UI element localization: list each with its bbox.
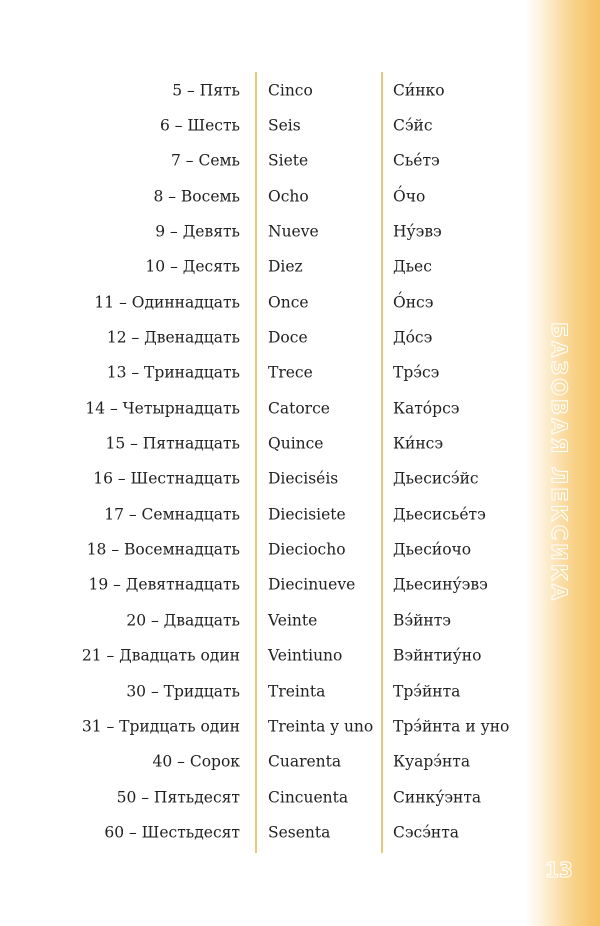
spanish-word: Diecisiete <box>268 505 346 524</box>
russian-number-label: 12 – Двенадцать <box>106 328 240 347</box>
spanish-word: Treinta y uno <box>268 717 374 736</box>
spanish-word: Veinte <box>268 611 318 630</box>
spanish-word: Sesenta <box>268 823 331 842</box>
russian-number-label: 18 – Восемнадцать <box>86 540 240 559</box>
spanish-word: Dieciocho <box>268 540 346 559</box>
russian-number-label: 5 – Пять <box>172 80 240 99</box>
spanish-word: Ocho <box>268 186 309 205</box>
russian-number-label: 20 – Двадцать <box>126 611 240 630</box>
pronunciation-guide: Сье́тэ <box>393 151 440 170</box>
russian-number-label: 14 – Четырнадцать <box>85 399 240 418</box>
russian-number-label: 7 – Семь <box>171 151 240 170</box>
spanish-word: Doce <box>268 328 308 347</box>
page-number: 13 <box>545 858 573 882</box>
pronunciation-guide: Сэсэ́нта <box>393 823 460 842</box>
side-section-title-text: БАЗОВАЯ ЛЕКСИКА <box>547 322 571 604</box>
table-row <box>60 179 530 214</box>
russian-number-label: 50 – Пятьдесят <box>116 787 240 806</box>
russian-number-label: 31 – Тридцать один <box>81 717 240 736</box>
pronunciation-guide: Куарэ́нта <box>393 752 471 771</box>
table-row <box>60 568 530 603</box>
russian-number-label: 9 – Девять <box>155 222 240 241</box>
spanish-word: Catorce <box>268 399 330 418</box>
spanish-word: Trece <box>268 363 313 382</box>
side-section-title <box>547 322 571 604</box>
table-row <box>60 391 530 426</box>
russian-number-label: 10 – Десять <box>145 257 240 276</box>
pronunciation-guide: Си́нко <box>393 80 445 99</box>
table-row <box>60 815 530 850</box>
pronunciation-guide: Дьесисье́тэ <box>393 505 486 524</box>
table-row <box>60 674 530 709</box>
table-row <box>60 532 530 567</box>
table-row <box>60 745 530 780</box>
russian-number-label: 60 – Шестьдесят <box>104 823 240 842</box>
pronunciation-guide: Като́рсэ <box>393 399 460 418</box>
russian-number-label: 17 – Семнадцать <box>104 505 240 524</box>
russian-number-label: 30 – Тридцать <box>126 681 240 700</box>
russian-number-label: 13 – Тринадцать <box>106 363 240 382</box>
russian-number-label: 6 – Шесть <box>159 116 240 135</box>
table-row <box>60 462 530 497</box>
spanish-word: Cuarenta <box>268 752 342 771</box>
russian-number-label: 19 – Девятнадцать <box>88 575 240 594</box>
table-row <box>60 426 530 461</box>
pronunciation-guide: Ну́эвэ <box>393 222 442 241</box>
pronunciation-guide: Трэ́йнта <box>393 681 461 700</box>
table-row <box>60 250 530 285</box>
russian-number-label: 15 – Пятнадцать <box>105 434 240 453</box>
table-row <box>60 144 530 179</box>
table-row <box>60 639 530 674</box>
table-row <box>60 320 530 355</box>
spanish-word: Quince <box>268 434 324 453</box>
table-row <box>60 108 530 143</box>
spanish-word: Siete <box>268 151 309 170</box>
table-row <box>60 73 530 108</box>
pronunciation-guide: Трэ́йнта и уно <box>393 717 510 736</box>
pronunciation-guide: Вэйнтиу́но <box>393 646 482 665</box>
pronunciation-guide: Ки́нсэ <box>393 434 444 453</box>
spanish-word: Veintiuno <box>268 646 343 665</box>
pronunciation-guide: Дьес <box>393 257 432 276</box>
russian-number-label: 21 – Двадцать один <box>81 646 240 665</box>
pronunciation-guide: Сэ́йс <box>393 116 433 135</box>
spanish-word: Nueve <box>268 222 319 241</box>
spanish-word: Diecinueve <box>268 575 356 594</box>
pronunciation-guide: О́чо <box>393 186 426 205</box>
pronunciation-guide: О́нсэ <box>393 292 434 311</box>
table-row <box>60 285 530 320</box>
pronunciation-guide: Дьесисэ́йс <box>393 469 479 488</box>
pronunciation-guide: Вэ́йнтэ <box>393 611 451 630</box>
table-row <box>60 603 530 638</box>
spanish-word: Treinta <box>268 681 326 700</box>
table-row <box>60 214 530 249</box>
spanish-word: Diez <box>268 257 303 276</box>
table-row <box>60 780 530 815</box>
table-row <box>60 356 530 391</box>
spanish-word: Dieciséis <box>268 469 339 488</box>
russian-number-label: 40 – Сорок <box>152 752 240 771</box>
russian-number-label: 16 – Шестнадцать <box>93 469 240 488</box>
russian-number-label: 8 – Восемь <box>153 186 240 205</box>
russian-number-label: 11 – Одиннадцать <box>94 292 240 311</box>
pronunciation-guide: Синку́энта <box>393 787 482 806</box>
table-row <box>60 709 530 744</box>
spanish-word: Cinco <box>268 80 313 99</box>
pronunciation-guide: Трэ́сэ <box>393 363 440 382</box>
pronunciation-guide: Дьесину́эвэ <box>393 575 488 594</box>
spanish-word: Once <box>268 292 309 311</box>
spanish-word: Cincuenta <box>268 787 349 806</box>
numbers-table <box>60 73 530 851</box>
pronunciation-guide: До́сэ <box>393 328 433 347</box>
pronunciation-guide: Дьеси́очо <box>393 540 472 559</box>
table-row <box>60 497 530 532</box>
spanish-word: Seis <box>268 116 301 135</box>
